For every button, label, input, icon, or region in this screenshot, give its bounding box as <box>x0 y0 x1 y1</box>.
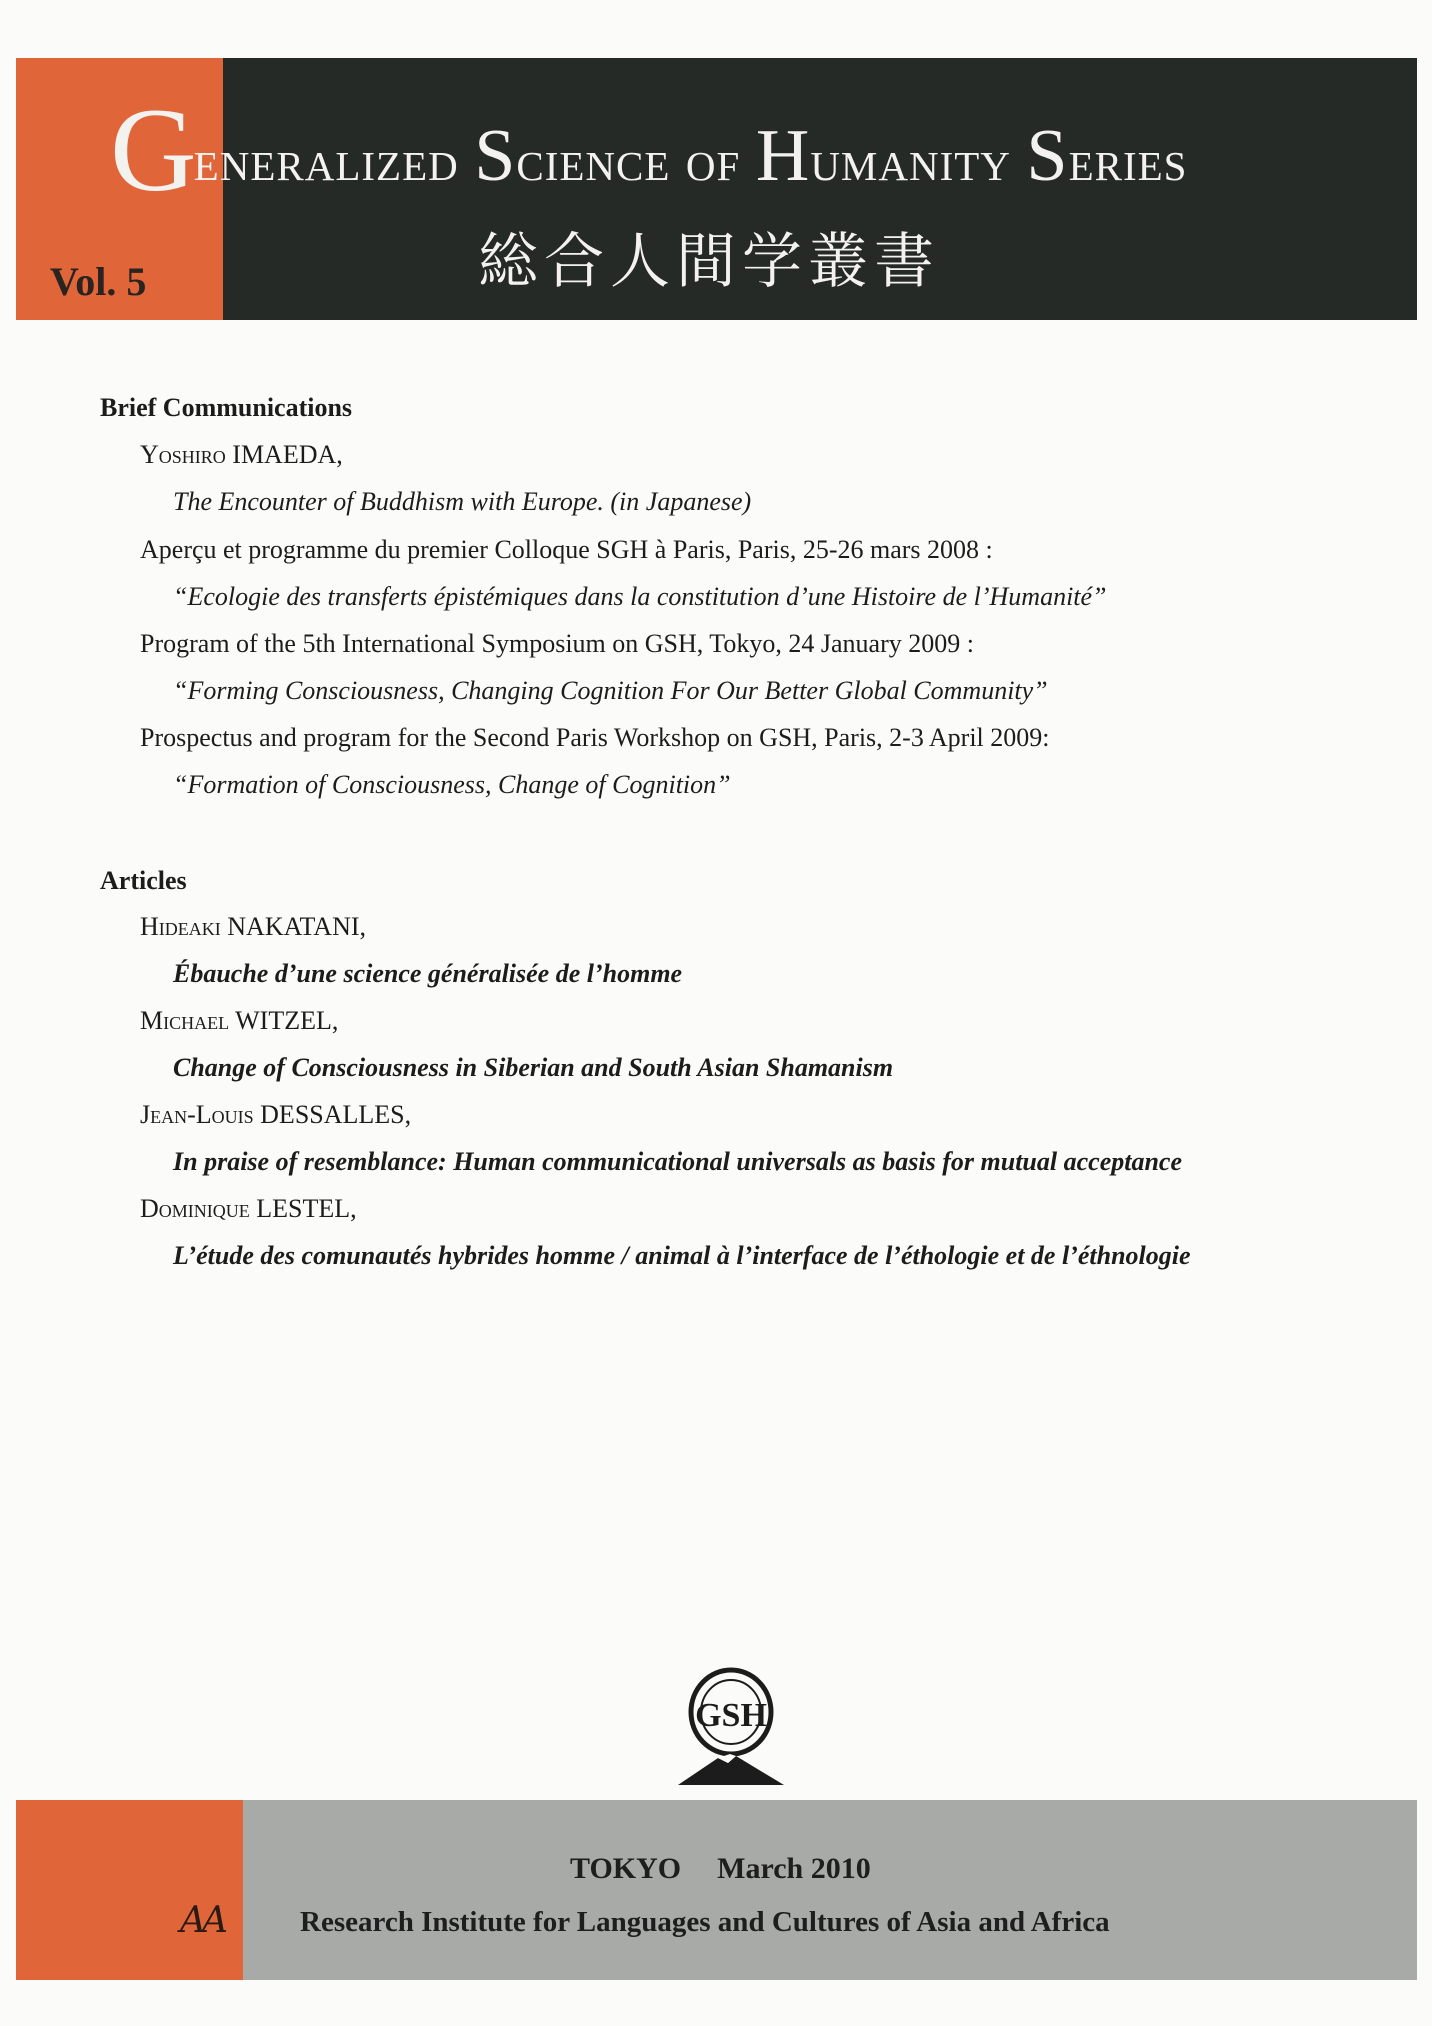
brief-subtitle-1: The Encounter of Buddhism with Europe. (in Japanese) <box>173 487 752 516</box>
aa-logo: AA <box>180 1900 224 1941</box>
brief-entry-3: Program of the 5th International Symposium on GSH, Tokyo, 24 January 2009 : <box>140 629 974 658</box>
brief-subtitle-3: “Forming Consciousness, Changing Cognition For Our Better Global Community” <box>173 676 1048 705</box>
article-title-2: Change of Consciousness in Siberian and South Asian Shamanism <box>173 1053 894 1082</box>
footer-city-date <box>570 1852 871 1886</box>
article-author-4: Dominique LESTEL, <box>140 1194 357 1223</box>
article-title-3: In praise of resemblance: Human communicational universals as basis for mutual acceptance <box>173 1147 1182 1176</box>
footer-orange-block <box>16 1800 243 1980</box>
brief-author-imaeda: Yoshiro IMAEDA, <box>140 440 343 469</box>
brief-communications-heading: Brief Communications <box>100 393 353 422</box>
brief-subtitle-4: “Formation of Consciousness, Change of Cognition” <box>173 770 731 799</box>
japanese-title: 総合人間学叢書 <box>478 227 940 297</box>
footer-date: March 2010 <box>717 1852 871 1885</box>
footer-city: TOKYO <box>570 1852 682 1885</box>
series-title: Generalized Science of Humanity Series <box>110 83 1188 216</box>
article-title-1: Ébauche d’une science généralisée de l’homme <box>173 959 683 988</box>
brief-entry-2: Aperçu et programme du premier Colloque SGH à Paris, Paris, 25-26 mars 2008 : <box>140 535 993 564</box>
footer-publisher: Research Institute for Languages and Cultures of Asia and Africa <box>300 1906 1110 1938</box>
brief-subtitle-2: “Ecologie des transferts épistémiques dans la constitution d’une Histoire de l’Humanité” <box>173 582 1107 611</box>
article-author-3: Jean-Louis DESSALLES, <box>140 1100 412 1129</box>
footer-gray-block <box>243 1800 1417 1980</box>
article-author-2: Michael WITZEL, <box>140 1006 339 1035</box>
logo-letters: GSH <box>695 1697 767 1734</box>
volume-label: Vol. 5 <box>50 259 147 304</box>
gsh-mountain-logo-icon <box>670 1660 792 1790</box>
brief-entry-4: Prospectus and program for the Second Paris Workshop on GSH, Paris, 2-3 April 2009: <box>140 723 1050 752</box>
articles-heading: Articles <box>100 866 187 895</box>
article-title-4: L’étude des comunautés hybrides homme / animal à l’interface de l’éthologie et de l’éthnologie <box>173 1241 1191 1270</box>
article-author-1: Hideaki NAKATANI, <box>140 912 366 941</box>
